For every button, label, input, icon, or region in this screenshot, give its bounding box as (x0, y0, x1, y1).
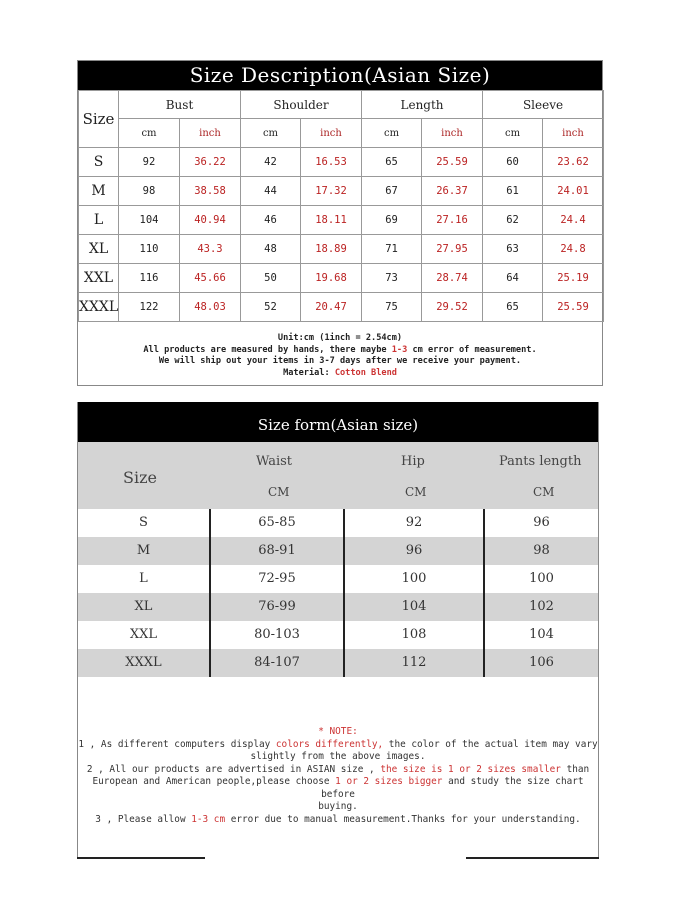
note-line: European and American people,please choose 1 or 2 sizes bigger and study the size chart before (92, 776, 584, 800)
cell: 63 (483, 235, 543, 264)
pants-cell: 106 (483, 649, 598, 677)
size-label: L (139, 571, 148, 586)
size-label: XXL (129, 627, 158, 642)
table-title: Size form(Asian size) (78, 402, 598, 442)
pants-cell: 100 (483, 565, 598, 593)
cell: 62 (483, 206, 543, 235)
hip-cell: 96 (343, 537, 483, 565)
size-note (78, 726, 598, 826)
size-label: XL (134, 599, 153, 614)
cell: 60 (483, 148, 543, 177)
cell: 46 (241, 206, 301, 235)
cell: 104 (119, 206, 180, 235)
note-line: 2 , All our products are advertised in ASIAN size , the size is 1 or 2 sizes smaller than (86, 763, 590, 775)
length-header: Length (362, 91, 483, 119)
pants-cell: 96 (483, 509, 598, 537)
cell: 18.89 (301, 235, 362, 264)
table-row (78, 593, 598, 621)
table-row (78, 565, 598, 593)
size-label: XXXL (79, 293, 119, 322)
cell: 50 (241, 264, 301, 293)
cell: 116 (119, 264, 180, 293)
hip-cell: 92 (343, 509, 483, 537)
note-line: slightly from the above images. (250, 751, 426, 762)
shipping-note: We will ship out your items in 3-7 days after we receive your payment. (158, 356, 522, 366)
material-note: Material: Cotton Blend (283, 367, 397, 378)
cell: 75 (362, 293, 422, 322)
cell: 28.74 (422, 264, 483, 293)
note-heading: * NOTE: (318, 726, 358, 737)
unit-cm: CM (405, 485, 427, 499)
cell: 52 (241, 293, 301, 322)
cell: 67 (362, 177, 422, 206)
size-header: Size (123, 468, 157, 487)
cell: 25.19 (543, 264, 604, 293)
cell: 19.68 (301, 264, 362, 293)
waist-cell: 84-107 (209, 649, 343, 677)
size-label: XXL (79, 264, 119, 293)
table-row (79, 264, 604, 293)
cell: 25.59 (422, 148, 483, 177)
unit-cm: cm (483, 119, 543, 148)
cell: 92 (119, 148, 180, 177)
unit-inch: inch (180, 119, 241, 148)
cell: 40.94 (180, 206, 241, 235)
table-row (79, 206, 604, 235)
pants-cell: 98 (483, 537, 598, 565)
table-row (78, 509, 598, 537)
table-row (78, 621, 598, 649)
cell: 61 (483, 177, 543, 206)
note-line: 1 , As different computers display colors differently, the color of the actual item may vary (78, 738, 598, 750)
unit-cm: cm (119, 119, 180, 148)
size-header: Size (79, 91, 119, 148)
table-row (79, 235, 604, 264)
cell: 45.66 (180, 264, 241, 293)
cell: 29.52 (422, 293, 483, 322)
unit-inch: inch (543, 119, 604, 148)
cell: 24.4 (543, 206, 604, 235)
waist-cell: 72-95 (209, 565, 343, 593)
cell: 24.01 (543, 177, 604, 206)
table-row (78, 537, 598, 565)
unit-inch: inch (301, 119, 362, 148)
column-header (78, 442, 598, 509)
table-row (79, 148, 604, 177)
cell: 64 (483, 264, 543, 293)
size-form-table (77, 402, 599, 858)
hip-cell: 112 (343, 649, 483, 677)
cell: 48 (241, 235, 301, 264)
unit-cm: cm (241, 119, 301, 148)
bottom-divider (77, 857, 205, 859)
cell: 18.11 (301, 206, 362, 235)
pants-cell: 104 (483, 621, 598, 649)
hip-cell: 104 (343, 593, 483, 621)
unit-note: Unit:cm (1inch = 2.54cm) (277, 333, 403, 343)
shoulder-header: Shoulder (241, 91, 362, 119)
bottom-divider (466, 857, 599, 859)
cell: 27.95 (422, 235, 483, 264)
cell: 26.37 (422, 177, 483, 206)
cell: 16.53 (301, 148, 362, 177)
size-label: L (79, 206, 119, 235)
waist-cell: 80-103 (209, 621, 343, 649)
hip-cell: 100 (343, 565, 483, 593)
table-title: Size Description(Asian Size) (78, 61, 602, 90)
cell: 48.03 (180, 293, 241, 322)
asian-size-description-table (77, 60, 603, 386)
waist-cell: 76-99 (209, 593, 343, 621)
cell: 27.16 (422, 206, 483, 235)
pants-cell: 102 (483, 593, 598, 621)
cell: 43.3 (180, 235, 241, 264)
cell: 65 (483, 293, 543, 322)
table-row (79, 177, 604, 206)
cell: 71 (362, 235, 422, 264)
table-row (78, 649, 598, 677)
waist-header: Waist (256, 454, 293, 469)
cell: 110 (119, 235, 180, 264)
sleeve-header: Sleeve (483, 91, 604, 119)
size-label: M (136, 543, 151, 558)
unit-cm: CM (533, 485, 555, 499)
cell: 36.22 (180, 148, 241, 177)
hip-cell: 108 (343, 621, 483, 649)
cell: 17.32 (301, 177, 362, 206)
size-label: M (79, 177, 119, 206)
cell: 20.47 (301, 293, 362, 322)
cell: 25.59 (543, 293, 604, 322)
unit-cm: cm (362, 119, 422, 148)
size-label: S (139, 515, 148, 530)
hip-header: Hip (401, 454, 425, 469)
waist-cell: 65-85 (209, 509, 343, 537)
waist-cell: 68-91 (209, 537, 343, 565)
measure-note: All products are measured by hands, there maybe 1-3 cm error of measurement. (143, 344, 537, 355)
size-label: XXXL (125, 655, 162, 670)
cell: 42 (241, 148, 301, 177)
pants-length-header: Pants length (499, 454, 582, 469)
cell: 98 (119, 177, 180, 206)
bust-header: Bust (119, 91, 241, 119)
cell: 122 (119, 293, 180, 322)
size-label: S (79, 148, 119, 177)
table-row (79, 293, 604, 322)
cell: 73 (362, 264, 422, 293)
measurement-notes (78, 322, 602, 379)
size-grid (78, 90, 604, 322)
cell: 24.8 (543, 235, 604, 264)
cell: 38.58 (180, 177, 241, 206)
cell: 65 (362, 148, 422, 177)
cell: 69 (362, 206, 422, 235)
size-label: XL (79, 235, 119, 264)
unit-inch: inch (422, 119, 483, 148)
unit-cm: CM (268, 485, 290, 499)
cell: 23.62 (543, 148, 604, 177)
note-line: buying. (318, 801, 358, 812)
cell: 44 (241, 177, 301, 206)
note-line: 3 , Please allow 1-3 cm error due to manual measurement.Thanks for your understanding. (95, 813, 581, 825)
